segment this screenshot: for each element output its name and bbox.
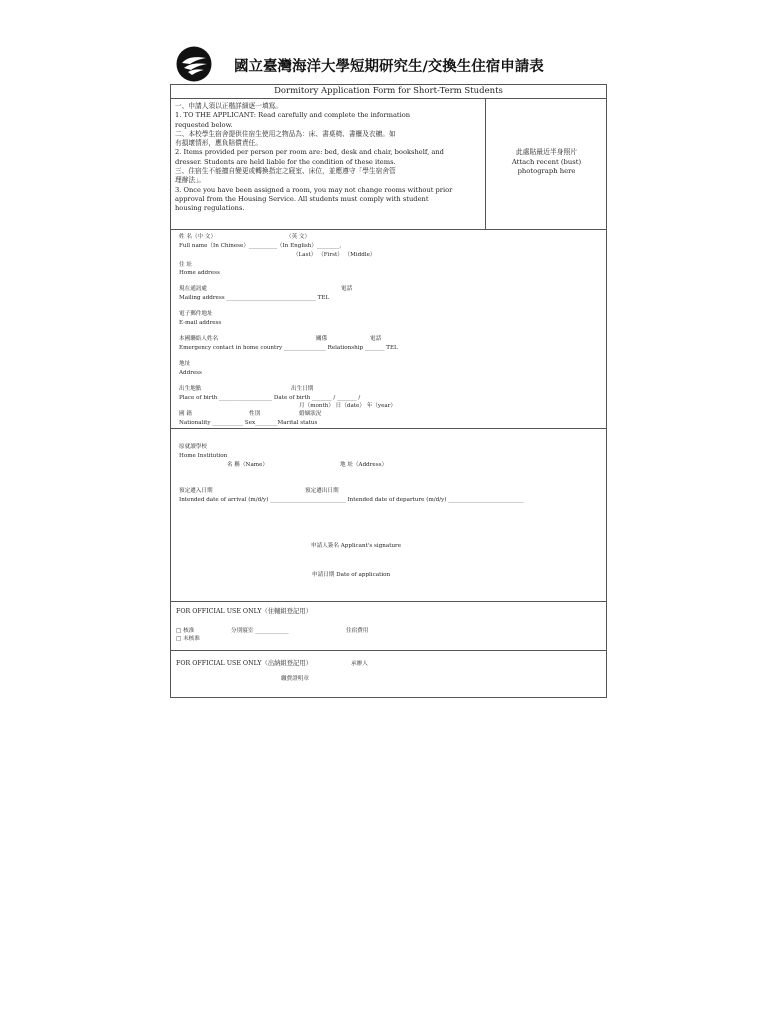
fee-label: 住宿費用 — [346, 628, 369, 634]
contact-address-field[interactable]: Address — [179, 370, 202, 376]
home-address-field[interactable]: Home address — [179, 270, 220, 276]
form-title: Dormitory Application Form for Short-Term Students — [171, 85, 606, 99]
photo-label-en1: Attach recent (bust) — [511, 157, 582, 166]
instructions-section — [171, 98, 606, 230]
dates-field[interactable]: Intended date of arrival (m/d/y) ___________________________ Intended date of departure (m/d/y) ___________________________ — [179, 497, 524, 503]
institution-address-field[interactable]: 地 址（Address） — [340, 462, 388, 468]
address2-zh-label: 地址 — [179, 361, 191, 367]
nationality-sex-marital-field[interactable]: Nationality ___________ Sex________Marital status — [179, 420, 318, 426]
instruction-line: 有損壞情形，應負賠償責任。 — [175, 139, 262, 148]
instruction-line: requested below. — [175, 120, 233, 129]
room-assignment-field[interactable]: 分別寢室 ____________ — [231, 628, 289, 634]
instruction-line: housing regulations. — [175, 204, 245, 213]
instructions-text — [175, 102, 481, 214]
approve-checkbox[interactable]: □ 核准 — [176, 628, 195, 634]
official2-title: FOR OFFICIAL USE ONLY（出納組登記用） — [176, 660, 312, 667]
birth-units-label: 月（month） 日（date） 年（year） — [299, 403, 396, 409]
photo-label-en2: photograph here — [517, 167, 576, 175]
tel-zh-label: 電話 — [341, 286, 353, 292]
sex-zh-label: 性別 — [249, 411, 261, 417]
institution-name-field[interactable]: 名 稱（Name） — [227, 462, 268, 468]
instruction-line: 2. Items provided per person per room are: bed, desk and chair, bookshelf, and — [175, 148, 444, 157]
institution-section — [171, 428, 606, 602]
application-form — [170, 84, 607, 698]
reject-checkbox[interactable]: □ 未核准 — [176, 636, 200, 642]
emergency-contact-field[interactable]: Emergency contact in home country _______________ Relationship _______ TEL — [179, 345, 398, 351]
instruction-line: dresser. Students are held liable for the condition of these items. — [175, 157, 396, 166]
institution-en-label: Home Institution — [179, 453, 228, 459]
birth-field[interactable]: Place of birth ___________________ Date of birth _______ / _______ / — [179, 395, 361, 401]
instruction-line: 理辦法」。 — [175, 176, 206, 185]
tel2-zh-label: 電話 — [370, 336, 382, 342]
university-logo-icon — [176, 46, 212, 82]
relation-zh-label: 關係 — [316, 336, 328, 342]
nationality-zh-label: 國 籍 — [179, 411, 192, 417]
email-zh-label: 電子郵件地址 — [179, 311, 213, 317]
institution-zh-label: 原就讀學校 — [179, 444, 207, 450]
instruction-line: 一、申請人須以正楷詳細逐一填寫。 — [175, 102, 282, 110]
mailing-zh-label: 現在通訊處 — [179, 286, 207, 292]
page-title: 國立臺灣海洋大學短期研究生/交換生住宿申請表 — [234, 59, 544, 75]
departure-zh-label: 預定遷出日期 — [305, 488, 339, 494]
birthdate-zh-label: 出生日期 — [291, 386, 314, 392]
birthplace-zh-label: 出生地點 — [179, 386, 202, 392]
instruction-line: 3. Once you have been assigned a room, you may not change rooms without prior — [175, 185, 453, 194]
photo-label-zh: 此處貼最近半身照片 — [515, 148, 578, 156]
receipt-stamp-label: 繳費證明章 — [281, 676, 309, 682]
instruction-line: 三、住宿生不能擅自變更或轉換指定之寢室、床位，並應遵守「學生宿舍管 — [175, 167, 396, 176]
instruction-line: 二、本校學生宿舍提供住宿生使用之物品為：床、書桌椅、書櫃及衣櫥。如 — [175, 129, 396, 138]
name-parts-label: （Last） （First） （Middle） — [293, 252, 376, 258]
contact-zh-label: 本國聯絡人姓名 — [179, 336, 219, 342]
official-use-section-2 — [171, 650, 606, 698]
signature-field[interactable]: 申請人簽名 Applicant's signature — [311, 543, 402, 549]
full-name-field[interactable]: Full name（In Chinese）__________（In English）________, — [179, 243, 342, 249]
instruction-line: approval from the Housing Service. All students must comply with student — [175, 194, 429, 203]
arrival-zh-label: 預定遷入日期 — [179, 488, 213, 494]
mailing-address-field[interactable]: Mailing address ________________________________ TEL — [179, 295, 330, 301]
form-header — [176, 46, 608, 82]
email-field[interactable]: E-mail address — [179, 320, 222, 326]
name-zh-label: 姓 名（中 文） — [179, 234, 217, 240]
marital-zh-label: 婚姻狀況 — [299, 411, 322, 417]
photo-box — [485, 98, 607, 229]
application-date-field[interactable]: 申請日期 Date of application — [312, 572, 391, 578]
personal-info-section — [171, 229, 606, 429]
official-use-section-1 — [171, 601, 606, 651]
name-en-zh-label: （英 文） — [286, 234, 311, 240]
photo-instructions — [486, 148, 607, 177]
handler-label: 承辦人 — [351, 661, 368, 667]
address-zh-label: 住 址 — [179, 262, 192, 268]
instruction-line: 1. TO THE APPLICANT: Read carefully and complete the information — [175, 111, 411, 120]
official1-title: FOR OFFICIAL USE ONLY（住輔組登記用） — [176, 608, 312, 615]
